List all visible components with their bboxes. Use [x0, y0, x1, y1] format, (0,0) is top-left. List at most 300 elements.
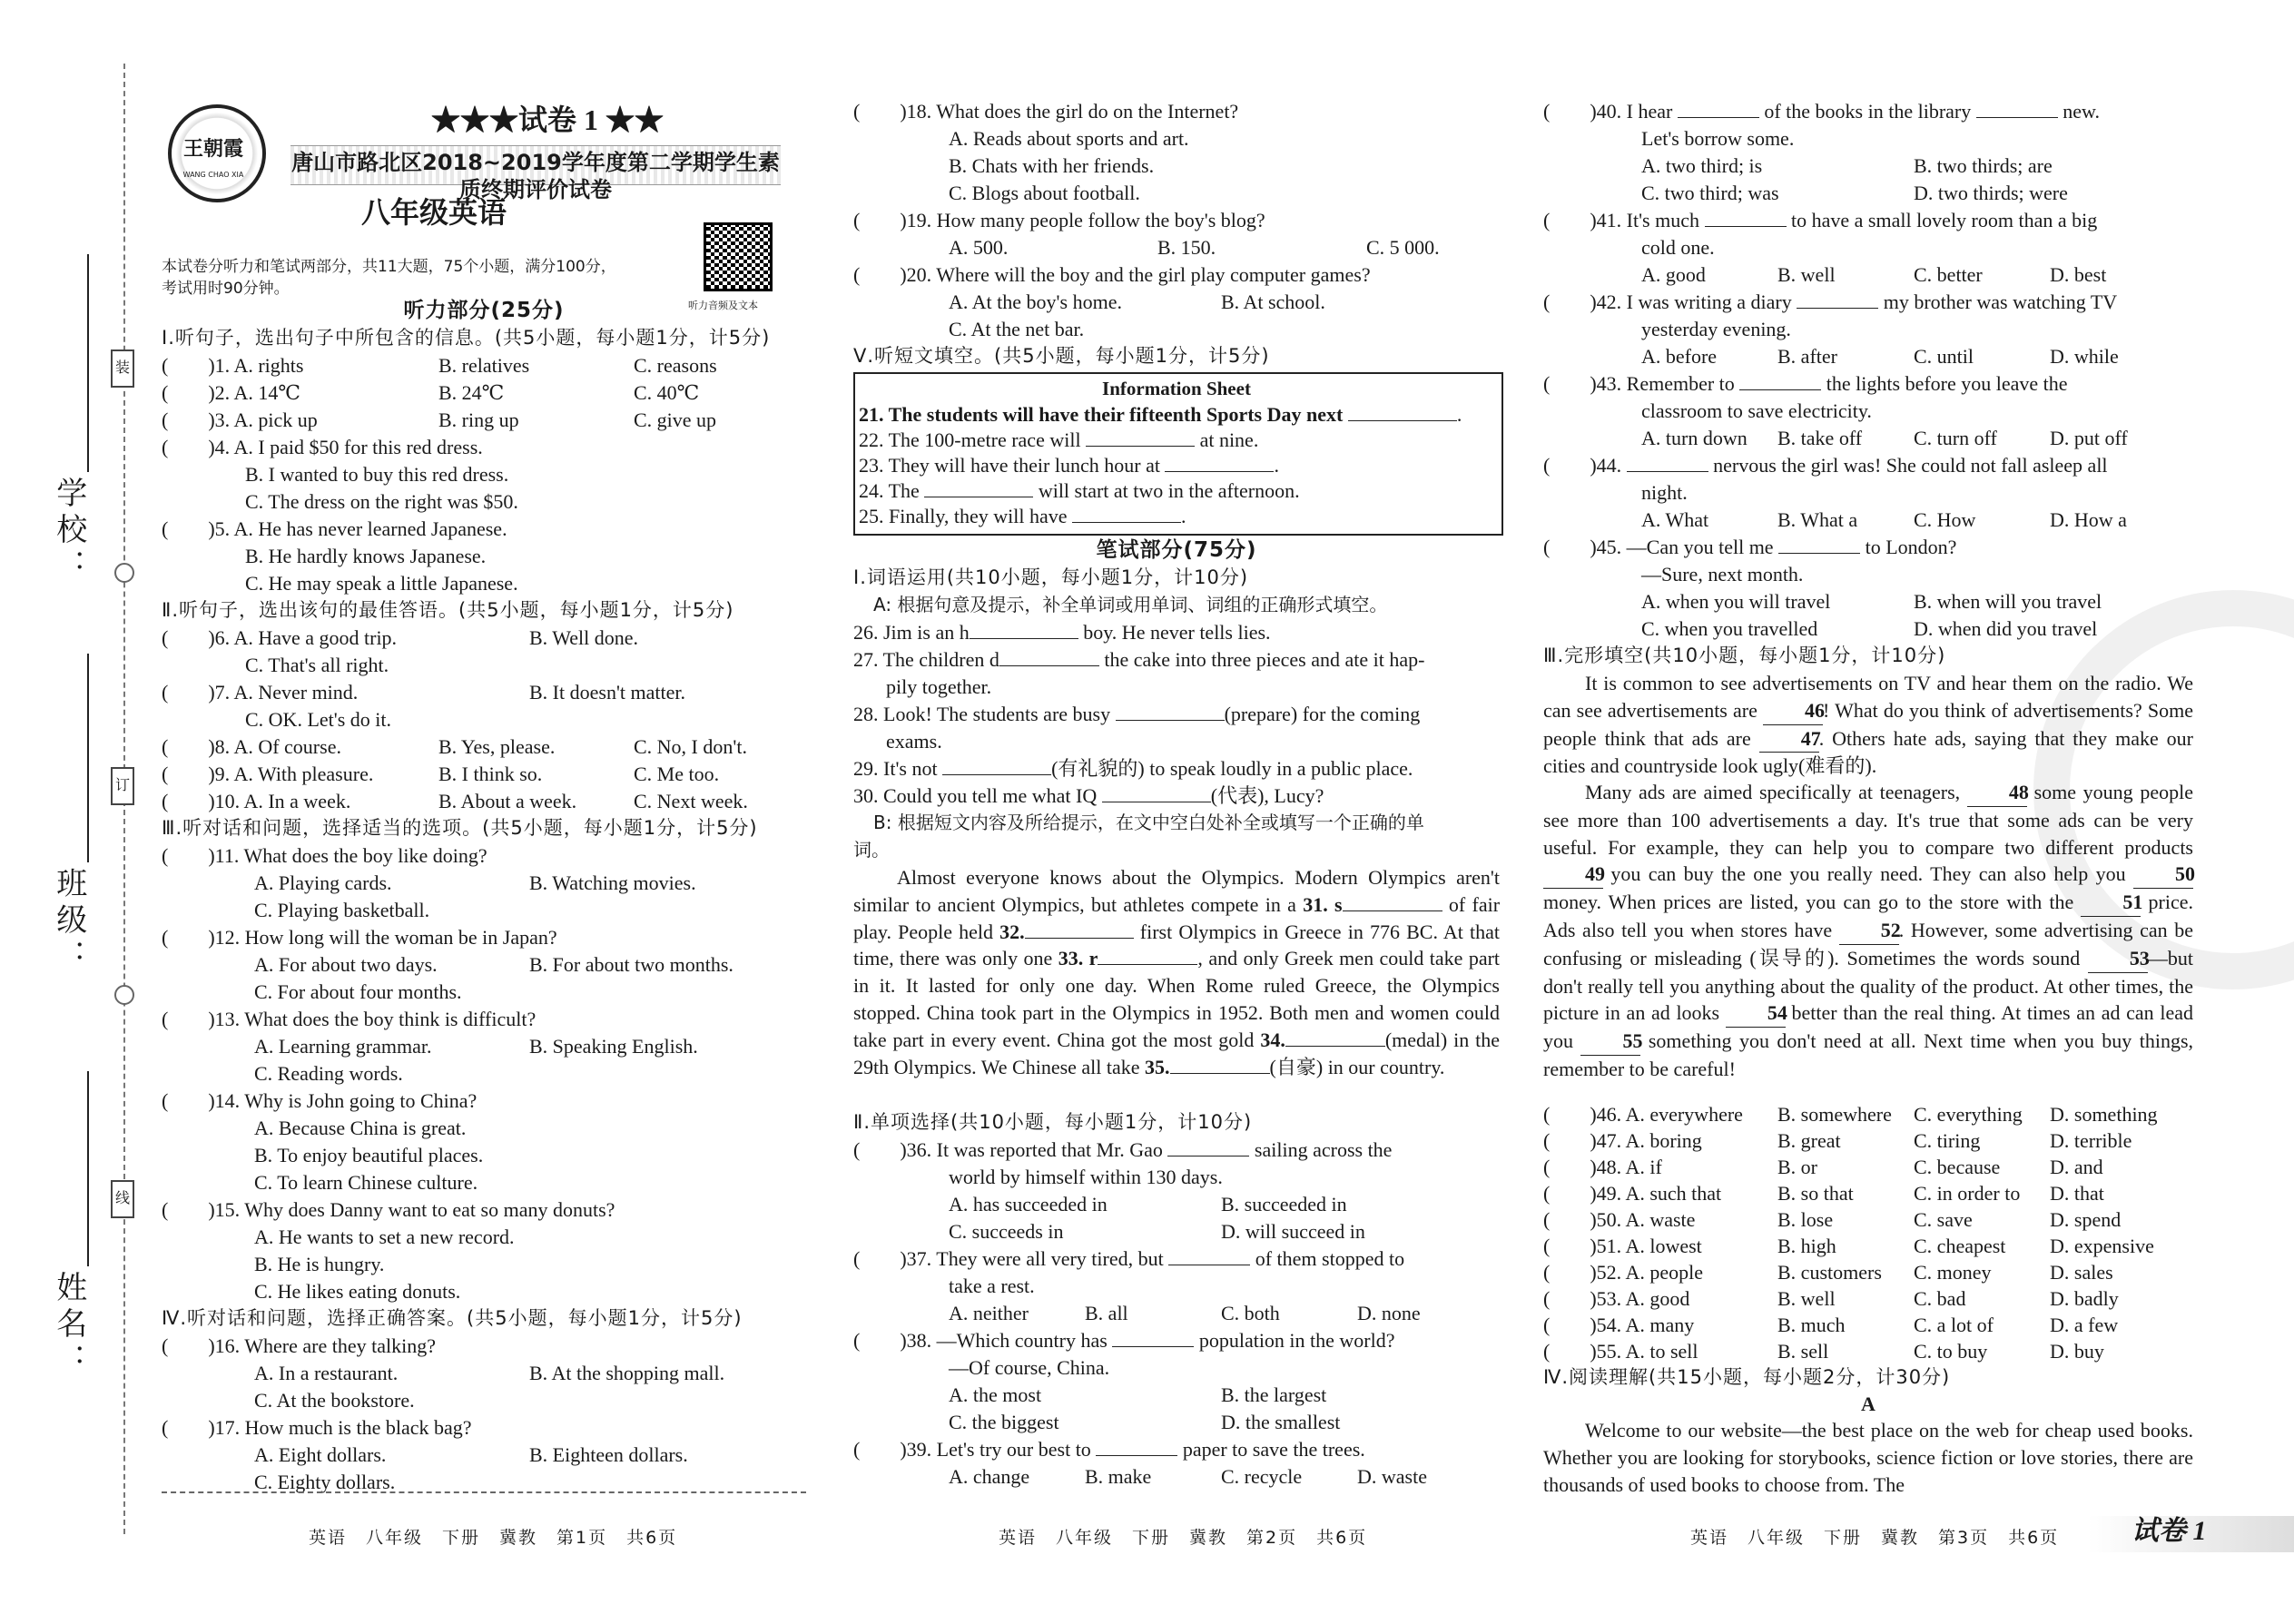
section-heading: Ⅱ.单项选择(共10小题，每小题1分，计10分)	[853, 1111, 1253, 1133]
section-heading: Ⅳ.听对话和问题，选择正确答案。(共5小题，每小题1分，计5分)	[162, 1307, 743, 1329]
option[interactable]: D. something	[2050, 1103, 2158, 1126]
passage-text: (medal) in the 29th Olympics. We Chinese all take	[853, 1028, 1500, 1078]
question-stem	[1543, 98, 2100, 125]
option[interactable]: B. ring up	[438, 408, 519, 431]
stem-continuation: Let's borrow some.	[1641, 127, 1795, 150]
option[interactable]: A. change	[949, 1465, 1030, 1488]
fill-text: (prepare) for the coming	[1224, 703, 1421, 725]
option[interactable]: B. To enjoy beautiful places.	[254, 1144, 484, 1166]
passage-text: ! What do you think of advertisements? Some people think that ads are	[1543, 698, 2194, 750]
passage-text: . Others hate ads, saying that they make our cities and countryside look ugly(难看的).	[1543, 726, 2193, 778]
question-stem: ( )18. What does the girl do on the Internet?	[853, 100, 1239, 123]
option[interactable]: A. Because China is great.	[254, 1117, 467, 1139]
section-heading: Ⅲ.完形填空(共10小题，每小题1分，计10分)	[1543, 645, 1946, 666]
fill-text: pily together.	[886, 675, 992, 698]
cloze-blank[interactable]: 47	[1759, 725, 1819, 753]
option[interactable]: A. He wants to set a new record.	[254, 1225, 515, 1248]
option[interactable]: B. It doesn't matter.	[529, 681, 685, 704]
cloze-choice: ( )53. A. good	[1543, 1287, 1690, 1310]
stem-text: of them stopped to	[1255, 1247, 1405, 1270]
fill-text: the cake into three pieces and ate it hap-	[1104, 648, 1425, 671]
option[interactable]: A. Playing cards.	[254, 871, 392, 894]
option[interactable]: B. customers	[1777, 1261, 1882, 1284]
school-label: 学校：	[50, 477, 87, 586]
option[interactable]: A. What	[1641, 508, 1709, 531]
passage-text: , and only Greek men could take part in it. It lasted for only one day. When Rome ruled Greece, the Olympics stopped. China took part in the Olympics in 1952. Both men and women could take part in every event. China got the most gold	[853, 947, 1501, 1051]
option[interactable]: C. everything	[1914, 1103, 2023, 1126]
passage-text: some young people see more than 100 advertisements a day. It's true that some ads can be very useful. For example, they can help you to compare two different products	[1543, 781, 2194, 859]
stem-text: new.	[2063, 100, 2100, 123]
option[interactable]: D. spend	[2050, 1208, 2122, 1231]
page-divider	[162, 1491, 806, 1493]
cloze-blank[interactable]: 51	[2081, 889, 2141, 917]
option[interactable]: B. well	[1777, 1287, 1836, 1310]
option[interactable]: B. relatives	[438, 354, 530, 377]
question-stem: ( )11. What does the boy like doing?	[162, 844, 487, 867]
passage-label: A	[1861, 1393, 1876, 1415]
option[interactable]: B. Chats with her friends.	[949, 154, 1155, 177]
stem-text: ( )45. —Can you tell me	[1543, 536, 1774, 558]
fill-text: (代表), Lucy?	[1210, 784, 1324, 807]
passage-paragraph	[853, 864, 1500, 1080]
cloze-choice: ( )49. A. such that	[1543, 1182, 1722, 1205]
option[interactable]: C. give up	[634, 408, 717, 431]
question-stem: ( )17. How much is the black bag?	[162, 1416, 472, 1439]
passage-text: money. When prices are listed, you can go to the store with the	[1543, 891, 2074, 914]
information-sheet-title: Information Sheet	[1102, 378, 1251, 399]
option[interactable]: D. sales	[2050, 1261, 2113, 1284]
answer-blank[interactable]	[1797, 308, 1878, 309]
option[interactable]: C. Me too.	[634, 763, 720, 785]
passage-text: It is common to see advertisements on TV and hear them on the radio. We can see advertisements are	[1543, 672, 2193, 722]
option[interactable]: A. has succeeded in	[949, 1193, 1108, 1216]
option[interactable]: C. to buy	[1914, 1340, 1988, 1363]
stem-text: ( )38. —Which country has	[853, 1329, 1108, 1352]
binding-margin	[0, 0, 136, 1624]
answer-blank[interactable]	[942, 774, 1051, 775]
fill-text: 26. Jim is an h	[853, 621, 970, 644]
stem-text: ( )40. I hear	[1543, 100, 1673, 123]
option[interactable]: D. a few	[2050, 1314, 2119, 1336]
option[interactable]: B. make	[1085, 1465, 1152, 1488]
option[interactable]: A. Reads about sports and art.	[949, 127, 1189, 150]
option[interactable]: B. He hardly knows Japanese.	[245, 545, 487, 567]
option[interactable]: C. 5 000.	[1366, 236, 1440, 259]
option[interactable]: A. when you will travel	[1641, 590, 1831, 613]
option[interactable]: B. lose	[1777, 1208, 1834, 1231]
passage-text: price. Ads also tell you when stores have	[1543, 891, 2194, 941]
instruction: A: 根据句意及提示，补全单词或用单词、词组的正确形式填空。	[873, 594, 1388, 615]
answer-blank[interactable]	[999, 665, 1099, 666]
answer-blank[interactable]	[1976, 117, 2058, 118]
option[interactable]: A. good	[1641, 263, 1706, 286]
cloze-choice: ( )55. A. to sell	[1543, 1340, 1698, 1363]
stem-text: of the books in the library	[1764, 100, 1972, 123]
option[interactable]: B. Watching movies.	[529, 871, 696, 894]
cloze-choice: ( )46. A. everywhere	[1543, 1103, 1743, 1126]
question-stem: ( )9. A. With pleasure.	[162, 763, 374, 785]
stem-continuation: —Of course, China.	[949, 1356, 1110, 1379]
option[interactable]: C. turn off	[1914, 427, 1997, 449]
fill-line	[853, 619, 1271, 646]
fill-line	[853, 646, 1424, 674]
option[interactable]: A. turn down	[1641, 427, 1748, 449]
question-stem: ( )10. A. In a week.	[162, 790, 351, 812]
blank-number: 35.	[1145, 1055, 1170, 1078]
cloze-blank[interactable]: 50	[2133, 861, 2193, 889]
stem-continuation: —Sure, next month.	[1641, 563, 1804, 586]
question-stem: ( )14. Why is John going to China?	[162, 1089, 478, 1112]
stem-text: nervous the girl was! She could not fall asleep all	[1713, 454, 2108, 477]
fill-text: 21. The students will have their fifteenth Sports Day next	[859, 403, 1344, 426]
question-stem: ( )4. A. I paid $50 for this red dress.	[162, 436, 483, 458]
question-stem: ( )16. Where are they talking?	[162, 1334, 436, 1357]
question-stem	[1543, 370, 2068, 398]
answer-blank[interactable]	[1086, 446, 1195, 447]
option[interactable]: B. or	[1777, 1156, 1817, 1178]
option[interactable]: C. Next week.	[634, 790, 748, 812]
cloze-blank[interactable]: 49	[1543, 861, 1603, 889]
option[interactable]: B. For about two months.	[529, 953, 733, 976]
answer-blank[interactable]	[1112, 1346, 1194, 1347]
fill-line	[853, 782, 1324, 810]
option[interactable]: B. much	[1777, 1314, 1846, 1336]
section-heading: Ⅰ.听句子，选出句子中所包含的信息。(共5小题，每小题1分，计5分)	[162, 327, 771, 349]
answer-blank[interactable]	[1170, 1073, 1270, 1074]
stem-text: ( )42. I was writing a diary	[1543, 290, 1792, 313]
fill-text: 25. Finally, they will have	[859, 505, 1068, 527]
option[interactable]: C. tiring	[1914, 1129, 1981, 1152]
fill-line: 21. The students will have their fifteenth Sports Day next .	[859, 403, 1462, 426]
fill-text: 27. The children d	[853, 648, 999, 671]
logo-text: 王朝霞	[182, 138, 243, 161]
option[interactable]: B. two thirds; are	[1914, 154, 2053, 177]
section-heading: Ⅴ.听短文填空。(共5小题，每小题1分，计5分)	[853, 345, 1270, 367]
fill-line	[859, 477, 1300, 505]
answer-blank[interactable]	[1778, 553, 1860, 554]
option[interactable]: C. recycle	[1221, 1465, 1303, 1488]
option[interactable]: C. a lot of	[1914, 1314, 1994, 1336]
section-heading: 笔试部分(75分)	[1096, 538, 1257, 562]
cloze-blank[interactable]: 55	[1580, 1028, 1640, 1056]
option[interactable]: D. How a	[2050, 508, 2127, 531]
fill-text: at nine.	[1199, 428, 1259, 451]
option[interactable]: C. in order to	[1914, 1182, 2021, 1205]
option[interactable]: B. Well done.	[529, 626, 639, 649]
option[interactable]: D. badly	[2050, 1287, 2119, 1310]
seal-dot	[114, 985, 134, 1005]
option[interactable]: B. high	[1777, 1235, 1836, 1257]
passage-text: better than the real thing. At times an ad can lead you	[1543, 1001, 2193, 1053]
option[interactable]: C. succeeds in	[949, 1220, 1064, 1243]
cloze-choice: ( )50. A. waste	[1543, 1208, 1696, 1231]
option[interactable]: A. Eight dollars.	[254, 1443, 387, 1466]
subject-title: 八年级英语	[360, 195, 507, 230]
option[interactable]: D. two thirds; were	[1914, 182, 2068, 204]
fill-text: 29. It's not	[853, 757, 938, 780]
section-heading: Ⅱ.听句子，选出该句的最佳答语。(共5小题，每小题1分，计5分)	[162, 599, 734, 621]
fill-text: exams.	[886, 730, 942, 753]
option[interactable]: B. somewhere	[1777, 1103, 1892, 1126]
option[interactable]: C. cheapest	[1914, 1235, 2006, 1257]
option[interactable]: C. How	[1914, 508, 1976, 531]
option[interactable]: C. That's all right.	[245, 654, 389, 676]
name-field[interactable]	[87, 1071, 89, 1266]
option[interactable]: C. At the net bar.	[949, 318, 1085, 340]
passage-text: Many ads are aimed specifically at teenagers,	[1585, 781, 1961, 803]
stem-text: the lights before you leave the	[1826, 372, 2068, 395]
option[interactable]: A. two third; is	[1641, 154, 1763, 177]
option[interactable]: B. He is hungry.	[254, 1253, 385, 1275]
option[interactable]: C. For about four months.	[254, 980, 462, 1003]
cloze-choice: ( )52. A. people	[1543, 1261, 1703, 1284]
cloze-choice: ( )47. A. boring	[1543, 1129, 1702, 1152]
option[interactable]: B. Eighteen dollars.	[529, 1443, 688, 1466]
option[interactable]: C. 40℃	[634, 381, 700, 404]
option[interactable]: C. To learn Chinese culture.	[254, 1171, 478, 1194]
question-stem	[853, 1245, 1404, 1273]
option[interactable]: D. while	[2050, 345, 2119, 368]
stem-text: ( )43. Remember to	[1543, 372, 1735, 395]
answer-blank[interactable]	[1165, 471, 1274, 472]
qr-caption: 听力音频及文本	[688, 300, 758, 311]
answer-blank[interactable]	[1025, 938, 1134, 939]
stem-text: to London?	[1865, 536, 1957, 558]
passage-text: of fair play. People held	[853, 892, 1501, 943]
option[interactable]: D. waste	[1357, 1465, 1427, 1488]
fill-text: 30. Could you tell me what IQ	[853, 784, 1098, 807]
question-stem: ( )7. A. Never mind.	[162, 681, 359, 704]
option[interactable]: C. until	[1914, 345, 1974, 368]
option[interactable]: B. I wanted to buy this red dress.	[245, 463, 509, 486]
stem-text: ( )44.	[1543, 454, 1622, 477]
logo-subtext: WANG CHAO XIA	[182, 171, 244, 179]
answer-blank[interactable]	[1098, 964, 1197, 965]
fill-line: 25. Finally, they will have .	[859, 505, 1186, 527]
stem-continuation: cold one.	[1641, 236, 1715, 259]
fill-text: 22. The 100-metre race will	[859, 428, 1081, 451]
answer-blank[interactable]	[1116, 720, 1225, 721]
cloze-blank[interactable]: 52	[1839, 917, 1899, 945]
answer-blank[interactable]	[1705, 226, 1787, 227]
cloze-choice: ( )54. A. many	[1543, 1314, 1695, 1336]
question-stem: ( )13. What does the boy think is difficult?	[162, 1008, 537, 1030]
question-stem: ( )2. A. 14℃	[162, 381, 300, 404]
option[interactable]: A. In a restaurant.	[254, 1362, 399, 1384]
option[interactable]: A. the most	[949, 1383, 1042, 1406]
instruction: B: 根据短文内容及所给提示，在文中空白处补全或填写一个正确的单	[873, 812, 1424, 833]
fill-line	[859, 427, 1258, 454]
option[interactable]: D. will succeed in	[1221, 1220, 1365, 1243]
stem-continuation: world by himself within 130 days.	[949, 1166, 1223, 1188]
option[interactable]: C. He likes eating donuts.	[254, 1280, 461, 1303]
question-stem	[1543, 207, 2097, 234]
option[interactable]: C. when you travelled	[1641, 617, 1818, 640]
option[interactable]: B. great	[1777, 1129, 1841, 1152]
cloze-choice: ( )51. A. lowest	[1543, 1235, 1702, 1257]
option[interactable]: D. and	[2050, 1156, 2103, 1178]
cloze-blank[interactable]: 54	[1726, 999, 1786, 1028]
passage-text: . However, some advertising can be confusing or misleading (误导的). Sometimes the words sound	[1543, 918, 2193, 969]
option[interactable]: D. buy	[2050, 1340, 2104, 1363]
option[interactable]: D. expensive	[2050, 1235, 2154, 1257]
school-field[interactable]	[87, 254, 89, 472]
stem-text: population in the world?	[1198, 1329, 1395, 1352]
option[interactable]: B. 24℃	[438, 381, 505, 404]
option[interactable]: C. the biggest	[949, 1411, 1059, 1433]
passage-text: something you don't need at all. Next time when you buy things, remember to be careful!	[1543, 1029, 2194, 1080]
seal-mark: 线	[111, 1180, 134, 1218]
option[interactable]: B. after	[1777, 345, 1837, 368]
option[interactable]: D. the smallest	[1221, 1411, 1341, 1433]
option[interactable]: C. both	[1221, 1302, 1280, 1324]
stem-text: to have a small lovely room than a big	[1791, 209, 2098, 231]
stem-text: ( )41. It's much	[1543, 209, 1699, 231]
option[interactable]: D. best	[2050, 263, 2107, 286]
option[interactable]: C. Playing basketball.	[254, 899, 430, 921]
stem-text: sailing across the	[1254, 1138, 1393, 1161]
answer-blank[interactable]	[1739, 389, 1821, 390]
question-stem: ( )8. A. Of course.	[162, 735, 341, 758]
exam-title: 唐山市路北区2018~2019学年度第二学期学生素质终期评价试卷	[291, 150, 780, 202]
intro-line: 本试卷分听力和笔试两部分，共11大题，75个小题，满分100分，	[162, 258, 616, 276]
option[interactable]: D. none	[1357, 1302, 1421, 1324]
instruction: 词。	[853, 839, 890, 861]
question-stem	[853, 1327, 1395, 1354]
qr-code[interactable]	[704, 222, 773, 291]
question-stem	[1543, 452, 2108, 479]
option[interactable]: B. At the shopping mall.	[529, 1362, 725, 1384]
class-label: 班级：	[50, 867, 87, 976]
blank-number: 33. r	[1058, 947, 1098, 970]
cloze-blank[interactable]: 48	[1967, 779, 2027, 807]
answer-blank[interactable]	[1343, 910, 1442, 911]
seal-mark: 订	[111, 767, 134, 805]
fill-line	[853, 755, 1413, 782]
stem-text: my brother was watching TV	[1883, 290, 2118, 313]
option[interactable]: A. For about two days.	[254, 953, 438, 976]
option[interactable]: D. that	[2050, 1182, 2104, 1205]
stem-continuation: night.	[1641, 481, 1688, 504]
section-heading: Ⅲ.听对话和问题，选择适当的选项。(共5小题，每小题1分，计5分)	[162, 817, 758, 839]
option[interactable]: A. Learning grammar.	[254, 1035, 432, 1058]
question-stem: ( )20. Where will the boy and the girl play computer games?	[853, 263, 1371, 286]
option[interactable]: C. No, I don't.	[634, 735, 747, 758]
fill-line	[853, 701, 1420, 728]
option[interactable]: A. neither	[949, 1302, 1029, 1324]
passage-text: you can buy the one you really need. They can also help you	[1610, 862, 2126, 886]
stem-text: ( )36. It was reported that Mr. Gao	[853, 1138, 1163, 1161]
answer-blank[interactable]	[1348, 420, 1457, 421]
option[interactable]: D. put off	[2050, 427, 2128, 449]
option[interactable]: B. Speaking English.	[529, 1035, 698, 1058]
option[interactable]: B. I think so.	[438, 763, 543, 785]
passage-text: —but don't really tell you anything about the quality of the product. At other times, the picture in an ad looks	[1543, 946, 2193, 1025]
option[interactable]: B. so that	[1777, 1182, 1854, 1205]
question-stem: ( )6. A. Have a good trip.	[162, 626, 398, 649]
option[interactable]: C. save	[1914, 1208, 1973, 1231]
page-footer: 英语 八年级 下册 冀教 第3页 共6页	[1690, 1528, 2060, 1548]
section-heading: 听力部分(25分)	[403, 299, 565, 322]
option[interactable]: C. He may speak a little Japanese.	[245, 572, 518, 595]
fill-text: 28. Look! The students are busy	[853, 703, 1111, 725]
answer-blank[interactable]	[1072, 522, 1181, 523]
option[interactable]: A. before	[1641, 345, 1718, 368]
fill-text: 24. The	[859, 479, 920, 502]
option[interactable]: B. sell	[1777, 1340, 1829, 1363]
stem-continuation: take a rest.	[949, 1275, 1035, 1297]
fill-text: 23. They will have their lunch hour at	[859, 454, 1160, 477]
corner-paper-tag: 试卷 1	[2132, 1516, 2207, 1546]
option[interactable]: B. At school.	[1221, 290, 1325, 313]
option[interactable]: C. Blogs about football.	[949, 182, 1140, 204]
option[interactable]: D. terrible	[2050, 1129, 2132, 1152]
option[interactable]: B. take off	[1777, 427, 1863, 449]
reading-passage: Welcome to our website—the best place on the web for cheap used books. Whether you are looking for storybooks, science fiction or love stories, there are thousands of used books to choose from. The	[1543, 1419, 2193, 1496]
cloze-blank[interactable]: 53	[2088, 945, 2148, 973]
answer-blank[interactable]	[1285, 1046, 1385, 1047]
fill-text: will start at two in the afternoon.	[1038, 479, 1300, 502]
name-label: 姓名：	[50, 1271, 87, 1380]
option[interactable]: C. money	[1914, 1261, 1992, 1284]
option[interactable]: C. bad	[1914, 1287, 1966, 1310]
question-stem: ( )19. How many people follow the boy's blog?	[853, 209, 1265, 231]
answer-blank[interactable]	[1678, 117, 1759, 118]
answer-blank[interactable]	[1096, 1455, 1177, 1456]
seal-dot	[114, 563, 134, 583]
seal-mark: 装	[111, 349, 134, 388]
option[interactable]: C. The dress on the right was $50.	[245, 490, 518, 513]
option[interactable]: B. all	[1085, 1302, 1128, 1324]
option[interactable]: C. because	[1914, 1156, 2001, 1178]
option[interactable]: A. 500.	[949, 236, 1009, 259]
passage-text: first Olympics in Greece in 776 BC. At that time, there was only one	[853, 920, 1500, 970]
option[interactable]: C. OK. Let's do it.	[245, 708, 392, 731]
option[interactable]: B. 150.	[1157, 236, 1216, 259]
option[interactable]: B. About a week.	[438, 790, 577, 812]
question-stem	[853, 1137, 1392, 1164]
option[interactable]: B. the largest	[1221, 1383, 1327, 1406]
class-field[interactable]	[87, 654, 89, 862]
option[interactable]: B. What a	[1777, 508, 1858, 531]
option[interactable]: C. two third; was	[1641, 182, 1779, 204]
answer-blank[interactable]	[970, 638, 1078, 639]
option[interactable]: C. Reading words.	[254, 1062, 403, 1085]
question-stem	[1543, 289, 2117, 316]
cloze-blank[interactable]: 46	[1763, 697, 1823, 725]
option[interactable]: A. At the boy's home.	[949, 290, 1122, 313]
question-stem: ( )5. A. He has never learned Japanese.	[162, 517, 507, 540]
option[interactable]: C. better	[1914, 263, 1983, 286]
page-footer: 英语 八年级 下册 冀教 第1页 共6页	[309, 1528, 678, 1548]
answer-blank[interactable]	[1627, 471, 1708, 472]
option[interactable]: C. At the bookstore.	[254, 1389, 415, 1412]
cloze-choice: ( )48. A. if	[1543, 1156, 1662, 1178]
option[interactable]: B. succeeded in	[1221, 1193, 1347, 1216]
option[interactable]: B. Yes, please.	[438, 735, 556, 758]
fill-text: (有礼貌的) to speak loudly in a public place.	[1051, 757, 1413, 780]
option[interactable]: C. Eighty dollars.	[254, 1471, 396, 1493]
paper-tag: ★★★试卷 1 ★★	[431, 103, 665, 136]
option[interactable]: B. when will you travel	[1914, 590, 2102, 613]
fill-line: 23. They will have their lunch hour at .	[859, 454, 1279, 477]
section-heading: Ⅰ.词语运用(共10小题，每小题1分，计10分)	[853, 566, 1249, 588]
passage-text: Almost everyone knows about the Olympics. Modern Olympics aren't similar to ancient Olympics, but athletes compete in a	[853, 866, 1500, 916]
option[interactable]: D. when did you travel	[1914, 617, 2098, 640]
question-stem: ( )3. A. pick up	[162, 408, 318, 431]
option[interactable]: B. well	[1777, 263, 1836, 286]
option[interactable]: C. reasons	[634, 354, 717, 377]
